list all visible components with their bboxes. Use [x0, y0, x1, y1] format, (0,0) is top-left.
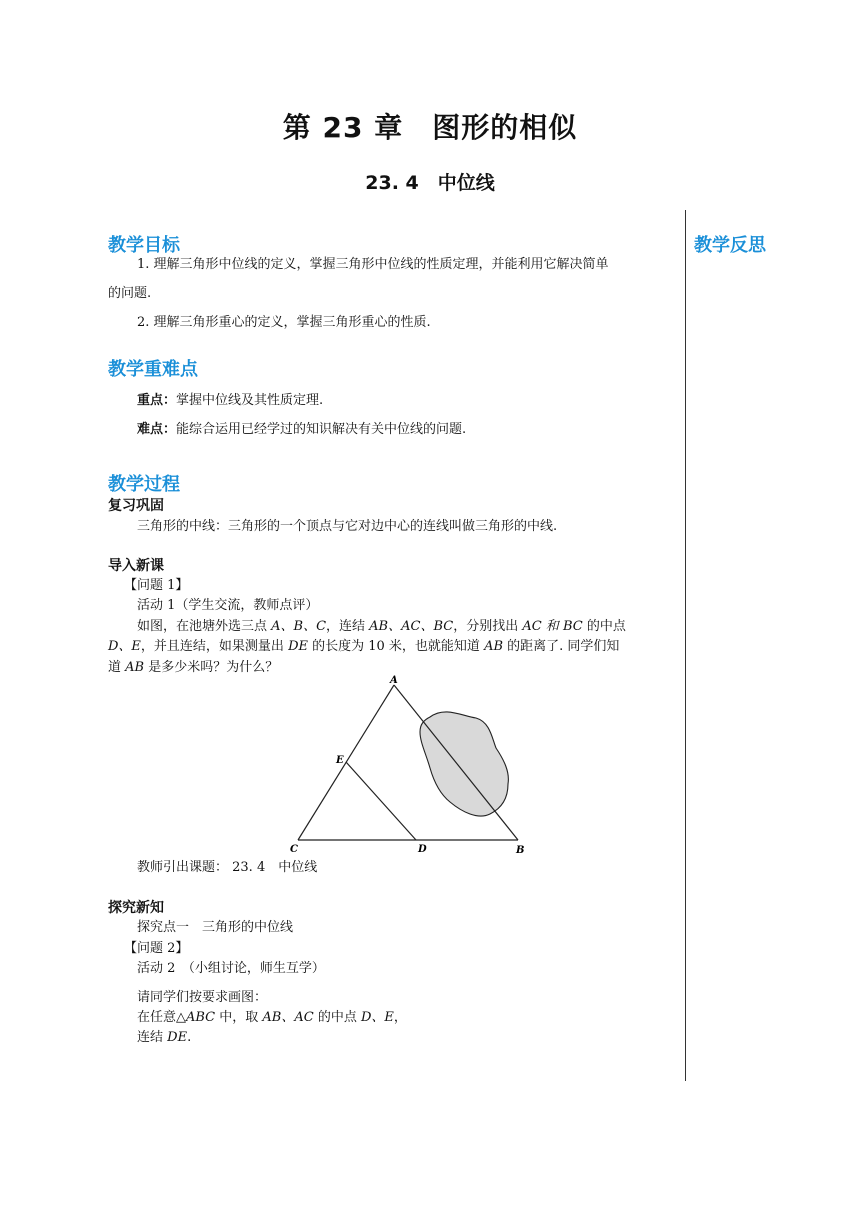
pond-triangle-figure: [280, 672, 540, 862]
reflection-heading: 教学反思: [694, 235, 766, 256]
intro-line-1: 如图，在池塘外选三点 A、B、C，连结 AB、AC、BC，分别找出 AC 和 BC 的中点: [137, 619, 626, 634]
explore-draw-line: 在任意△ABC 中，取 AB、AC 的中点 D、E，: [137, 1010, 407, 1025]
process-heading: 教学过程: [108, 474, 180, 495]
difficulty-text: 能综合运用已经学过的知识解决有关中位线的问题.: [176, 422, 467, 437]
question-1-label: 【问题 1】: [124, 578, 189, 593]
objectives-heading: 教学目标: [108, 235, 180, 256]
key-point-row: [137, 392, 323, 410]
objective-2: 2. 理解三角形重心的定义，掌握三角形重心的性质.: [137, 315, 431, 330]
explore-point-1: 探究点一 三角形的中位线: [137, 920, 294, 935]
label-C: C: [290, 844, 298, 855]
question-2-label: 【问题 2】: [124, 941, 189, 956]
key-text: 掌握中位线及其性质定理.: [176, 393, 324, 408]
intro-line-2: D、E，并且连结，如果测量出 DE 的长度为 10 米，也就能知道 AB 的距离了. 同学们知: [108, 639, 620, 654]
section-title: 23. 4 中位线: [365, 172, 495, 194]
label-B: B: [516, 845, 525, 856]
chapter-title: 第 23 章 图形的相似: [282, 111, 578, 144]
objective-1-line1: 1. 理解三角形中位线的定义，掌握三角形中位线的性质定理，并能利用它解决简单: [137, 257, 609, 272]
key-points-heading: 教学重难点: [108, 359, 198, 380]
label-D: D: [418, 844, 427, 855]
key-label: 重点：: [137, 393, 177, 408]
pond-shape: [420, 712, 508, 816]
segment-ED: [346, 762, 416, 840]
intro-heading: 导入新课: [108, 558, 164, 574]
label-E: E: [336, 755, 344, 766]
column-divider: [685, 210, 686, 1081]
review-text: 三角形的中线：三角形的一个顶点与它对边中心的连线叫做三角形的中线.: [137, 519, 558, 534]
explore-heading: 探究新知: [108, 900, 164, 916]
activity-2: 活动 2 （小组讨论，师生互学）: [137, 961, 325, 976]
explore-connect-line: 连结 DE.: [137, 1030, 192, 1045]
difficulty-label: 难点：: [137, 422, 177, 437]
explore-instruction: 请同学们按要求画图：: [137, 990, 268, 1005]
activity-1: 活动 1（学生交流，教师点评）: [137, 598, 319, 613]
difficulty-row: [137, 421, 466, 439]
figure-caption: 教师引出课题： 23. 4 中位线: [137, 860, 318, 875]
objective-1-line2: 的问题.: [108, 286, 152, 301]
review-heading: 复习巩固: [108, 498, 164, 514]
intro-line-3: 道 AB 是多少米吗？为什么？: [108, 660, 279, 675]
label-A: A: [390, 675, 398, 686]
